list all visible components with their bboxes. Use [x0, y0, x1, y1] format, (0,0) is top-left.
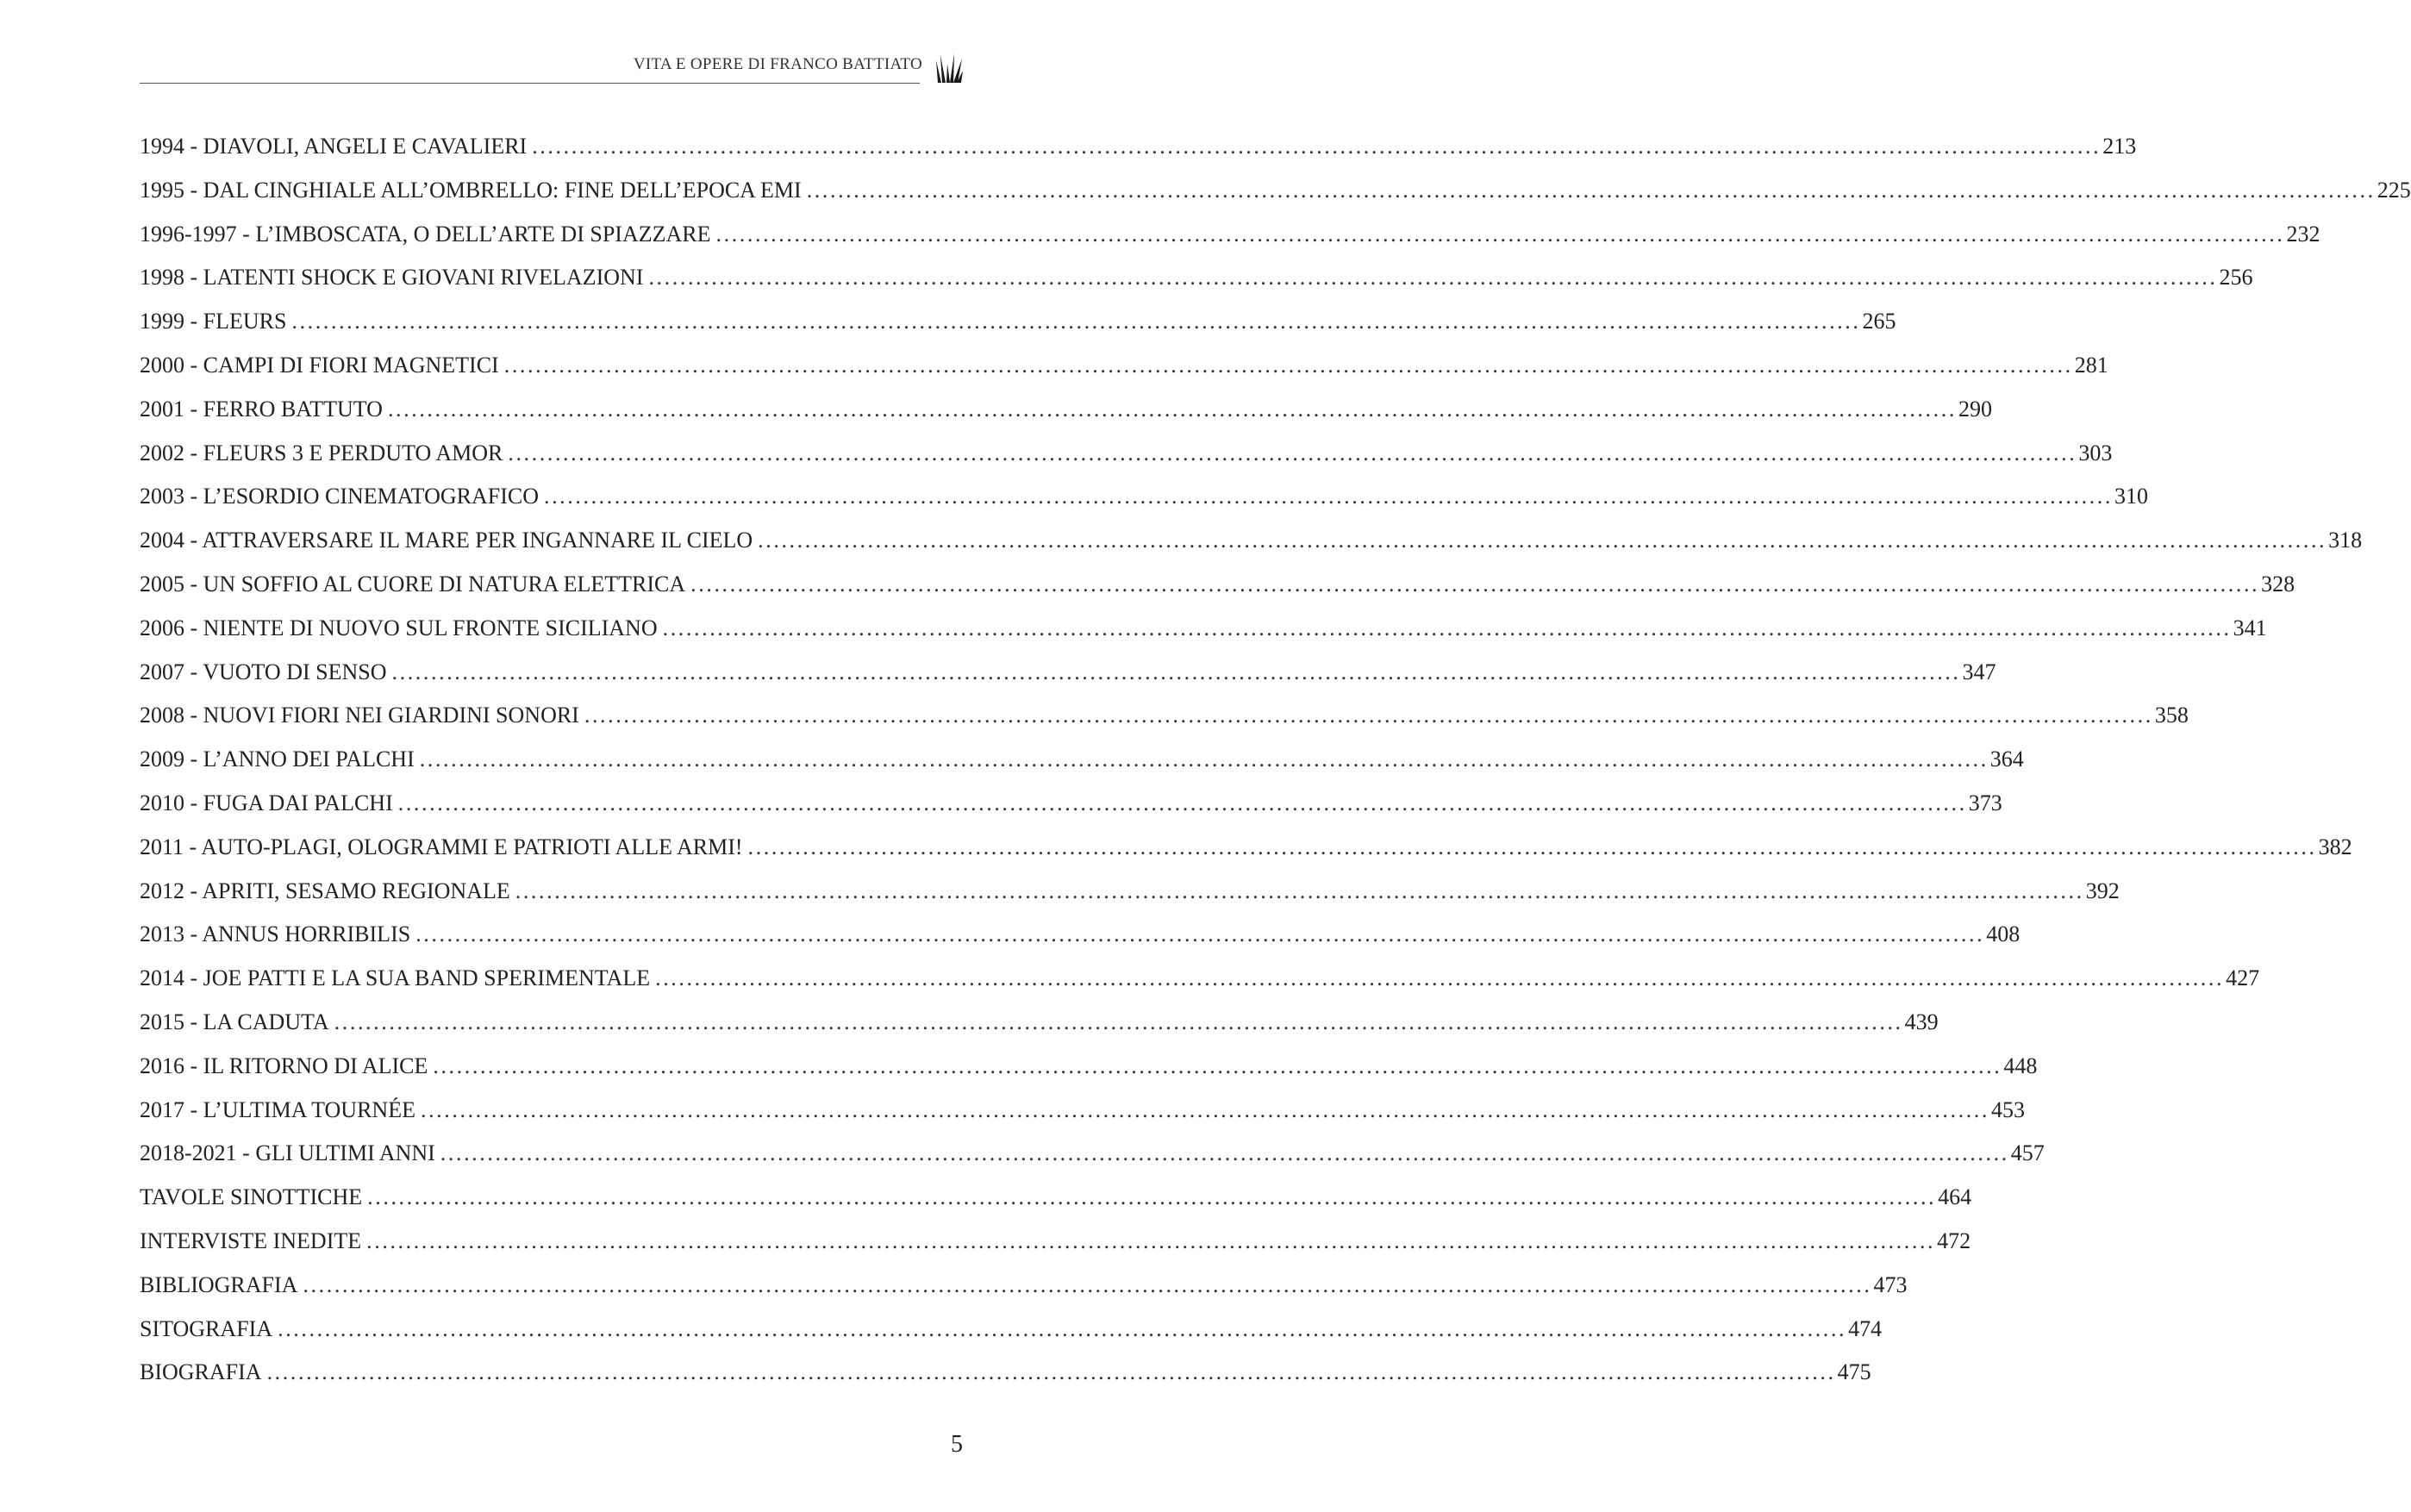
- toc-entry-title: 2016 - IL RITORNO DI ALICE: [140, 1053, 428, 1078]
- toc-entry[interactable]: [140, 790, 2002, 834]
- toc-entry[interactable]: [140, 878, 2120, 922]
- toc-entry-title: 2001 - FERRO BATTUTO: [140, 396, 383, 422]
- dot-leader: ........................................................................................................................................................................................................: [397, 790, 1967, 815]
- toc-entry-page-number: 439: [1904, 1009, 1939, 1034]
- dot-leader: ........................................................................................................................................................................................................: [291, 309, 1861, 334]
- toc-entry[interactable]: [140, 922, 2021, 965]
- dot-leader: ........................................................................................................................................................................................................: [420, 1097, 1989, 1122]
- toc-entry-title: INTERVISTE INEDITE: [140, 1228, 362, 1253]
- toc-entry-page-number: 213: [2102, 134, 2137, 159]
- toc-entry[interactable]: [140, 484, 2148, 528]
- dot-leader: ........................................................................................................................................................................................................: [433, 1053, 2002, 1078]
- toc-entry-page-number: 328: [2261, 571, 2295, 597]
- toc-entry-title: 2013 - ANNUS HORRIBILIS: [140, 922, 411, 947]
- dot-leader: ........................................................................................................................................................................................................: [543, 484, 2113, 509]
- toc-entry-page-number: 382: [2318, 834, 2352, 859]
- dot-leader: ........................................................................................................................................................................................................: [648, 265, 2218, 291]
- toc-entry-title: SITOGRAFIA: [140, 1315, 273, 1341]
- toc-entry-title: 2002 - FLEURS 3 E PERDUTO AMOR: [140, 440, 503, 465]
- toc-entry-title: 2003 - L’ESORDIO CINEMATOGRAFICO: [140, 484, 539, 509]
- toc-entry-page-number: 473: [1873, 1271, 1908, 1297]
- toc-entry-title: 2008 - NUOVI FIORI NEI GIARDINI SONORI: [140, 703, 579, 728]
- toc-entry-title: 2007 - VUOTO DI SENSO: [140, 659, 387, 684]
- toc-entry-title: 2015 - LA CADUTA: [140, 1009, 329, 1034]
- toc-entry-page-number: 265: [1862, 309, 1896, 334]
- toc-entry[interactable]: [140, 1053, 2038, 1097]
- toc-entry-page-number: 232: [2286, 221, 2320, 247]
- toc-entry-title: 2012 - APRITI, SESAMO REGIONALE: [140, 878, 510, 903]
- toc-entry-title: 1994 - DIAVOLI, ANGELI E CAVALIERI: [140, 134, 528, 159]
- toc-entry-page-number: 318: [2328, 528, 2363, 553]
- toc-entry-page-number: 464: [1938, 1184, 1972, 1210]
- dot-leader: ........................................................................................................................................................................................................: [334, 1009, 1903, 1034]
- page-number: 5: [951, 1431, 963, 1458]
- toc-entry[interactable]: [140, 440, 2113, 484]
- dot-leader: ........................................................................................................................................................................................................: [690, 571, 2260, 597]
- toc-entry-title: 1995 - DAL CINGHIALE ALL’OMBRELLO: FINE DELL’EPOCA EMI: [140, 177, 802, 203]
- toc-entry[interactable]: [140, 265, 2253, 309]
- dot-leader: ........................................................................................................................................................................................................: [415, 922, 1985, 947]
- toc-entry-page-number: 392: [2085, 878, 2120, 903]
- toc-entry[interactable]: [140, 352, 2108, 397]
- dot-leader: ........................................................................................................................................................................................................: [806, 177, 2376, 203]
- dot-leader: ........................................................................................................................................................................................................: [747, 834, 2317, 859]
- toc-entry[interactable]: [140, 965, 2260, 1009]
- toc-entry-title: 2004 - ATTRAVERSARE IL MARE PER INGANNARE IL CIELO: [140, 528, 753, 553]
- toc-entry-title: 2018-2021 - GLI ULTIMI ANNI: [140, 1140, 435, 1166]
- toc-entry-page-number: 310: [2114, 484, 2148, 509]
- toc-entry[interactable]: [140, 747, 2024, 790]
- dot-leader: ........................................................................................................................................................................................................: [303, 1271, 1872, 1297]
- dot-leader: ........................................................................................................................................................................................................: [655, 965, 2225, 991]
- toc-entry[interactable]: [140, 834, 2352, 878]
- dot-leader: ........................................................................................................................................................................................................: [662, 615, 2232, 640]
- dot-leader: ........................................................................................................................................................................................................: [508, 440, 2077, 465]
- toc-entry-title: 2011 - AUTO-PLAGI, OLOGRAMMI E PATRIOTI ALLE ARMI!: [140, 834, 743, 859]
- dot-leader: ........................................................................................................................................................................................................: [715, 221, 2285, 247]
- toc-entry[interactable]: [140, 659, 1996, 703]
- toc-entry-title: 1998 - LATENTI SHOCK E GIOVANI RIVELAZIONI: [140, 265, 644, 291]
- toc-entry-title: BIBLIOGRAFIA: [140, 1271, 298, 1297]
- running-header-title: VITA E OPERE DI FRANCO BATTIATO: [633, 55, 922, 73]
- toc-entry[interactable]: [140, 1140, 2045, 1184]
- toc-entry-page-number: 457: [2010, 1140, 2045, 1166]
- toc-entry-page-number: 448: [2003, 1053, 2038, 1078]
- toc-entry-title: 1999 - FLEURS: [140, 309, 287, 334]
- toc-entry-title: TAVOLE SINOTTICHE: [140, 1184, 363, 1210]
- grass-tuft-logo-icon: [935, 52, 963, 84]
- toc-entry-title: 1996-1997 - L’IMBOSCATA, O DELL’ARTE DI SPIAZZARE: [140, 221, 711, 247]
- toc-entry[interactable]: [140, 571, 2295, 615]
- toc-entry-page-number: 256: [2219, 265, 2253, 291]
- toc-entry[interactable]: [140, 1097, 2025, 1141]
- dot-leader: ........................................................................................................................................................................................................: [367, 1184, 1937, 1210]
- toc-entry-title: 2009 - L’ANNO DEI PALCHI: [140, 747, 415, 772]
- dot-leader: ........................................................................................................................................................................................................: [758, 528, 2327, 553]
- toc-entry-page-number: 453: [1990, 1097, 2025, 1122]
- toc-entry-page-number: 290: [1958, 396, 1992, 422]
- toc-entry-page-number: 358: [2154, 703, 2189, 728]
- toc-entry-title: 2017 - L’ULTIMA TOURNÉE: [140, 1097, 415, 1122]
- toc-entry-page-number: 373: [1968, 790, 2002, 815]
- toc-entry[interactable]: [140, 615, 2267, 659]
- toc-entry-title: BIOGRAFIA: [140, 1359, 262, 1385]
- dot-leader: ........................................................................................................................................................................................................: [440, 1140, 2009, 1166]
- toc-entry-title: 2000 - CAMPI DI FIORI MAGNETICI: [140, 352, 499, 378]
- toc-entry[interactable]: [140, 396, 1992, 440]
- toc-entry-page-number: 225: [2377, 177, 2411, 203]
- dot-leader: ........................................................................................................................................................................................................: [278, 1315, 1847, 1341]
- toc-entry-page-number: 347: [1962, 659, 1996, 684]
- toc-entry-title: 2010 - FUGA DAI PALCHI: [140, 790, 393, 815]
- dot-leader: ........................................................................................................................................................................................................: [584, 703, 2153, 728]
- toc-entry[interactable]: [140, 528, 2363, 572]
- table-of-contents: [140, 134, 2411, 1403]
- toc-entry[interactable]: [140, 309, 1896, 353]
- toc-entry[interactable]: [140, 134, 2137, 178]
- toc-entry-page-number: 281: [2074, 352, 2108, 378]
- toc-entry-title: 2005 - UN SOFFIO AL CUORE DI NATURA ELETTRICA: [140, 571, 686, 597]
- toc-entry-page-number: 341: [2233, 615, 2267, 640]
- toc-entry-page-number: 474: [1848, 1315, 1883, 1341]
- toc-entry-page-number: 408: [1986, 922, 2021, 947]
- toc-entry[interactable]: [140, 1184, 1972, 1228]
- toc-entry-page-number: 427: [2226, 965, 2260, 991]
- toc-entry[interactable]: [140, 221, 2320, 266]
- toc-entry-title: 2014 - JOE PATTI E LA SUA BAND SPERIMENTALE: [140, 965, 651, 991]
- toc-entry-page-number: 475: [1837, 1359, 1871, 1385]
- dot-leader: ........................................................................................................................................................................................................: [515, 878, 2084, 903]
- toc-entry[interactable]: [140, 1009, 1939, 1053]
- dot-leader: ........................................................................................................................................................................................................: [366, 1228, 1936, 1253]
- toc-entry-title: 2006 - NIENTE DI NUOVO SUL FRONTE SICILIANO: [140, 615, 658, 640]
- dot-leader: ........................................................................................................................................................................................................: [266, 1359, 1836, 1385]
- toc-entry[interactable]: [140, 177, 2411, 222]
- dot-leader: ........................................................................................................................................................................................................: [419, 747, 1989, 772]
- toc-entry[interactable]: [140, 1359, 1871, 1403]
- dot-leader: ........................................................................................................................................................................................................: [503, 352, 2073, 378]
- toc-entry[interactable]: [140, 703, 2189, 747]
- toc-entry[interactable]: [140, 1271, 1908, 1316]
- toc-entry[interactable]: [140, 1315, 1883, 1360]
- toc-entry-page-number: 303: [2078, 440, 2113, 465]
- running-header: [140, 52, 963, 86]
- toc-entry-page-number: 364: [1989, 747, 2024, 772]
- dot-leader: ........................................................................................................................................................................................................: [391, 659, 1961, 684]
- toc-entry[interactable]: [140, 1228, 1971, 1272]
- toc-entry-page-number: 472: [1937, 1228, 1971, 1253]
- header-divider: [140, 83, 920, 84]
- dot-leader: ........................................................................................................................................................................................................: [387, 396, 1957, 422]
- dot-leader: ........................................................................................................................................................................................................: [532, 134, 2102, 159]
